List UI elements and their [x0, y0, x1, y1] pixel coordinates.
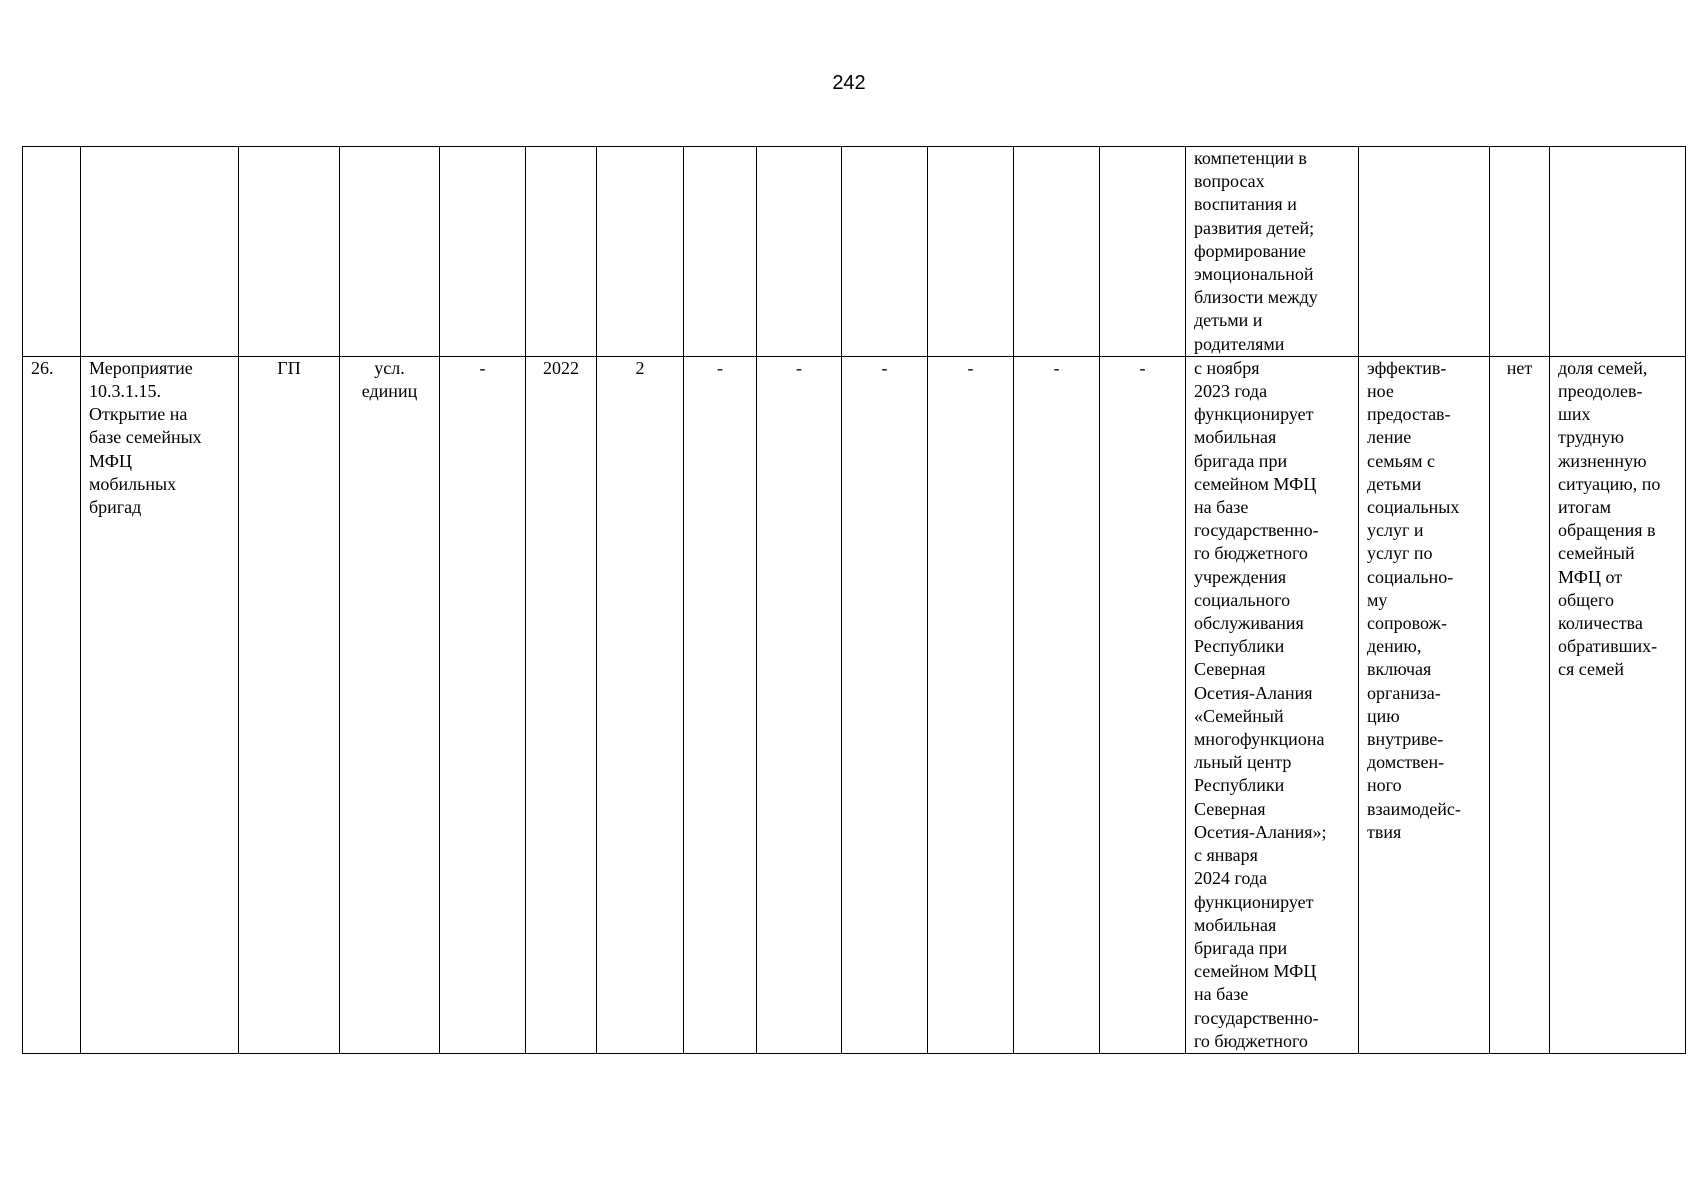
cell-type: ГП — [239, 356, 340, 1053]
cell-value-6: - — [1014, 356, 1100, 1053]
cell-base-value: - — [440, 356, 526, 1053]
cell-value-5 — [928, 147, 1014, 357]
page-number: 242 — [832, 72, 866, 94]
cell-number — [23, 147, 81, 357]
cell-value-1 — [597, 147, 684, 357]
cell-value-2: - — [684, 356, 757, 1053]
cell-base-year: 2022 — [526, 356, 597, 1053]
cell-value-3 — [757, 147, 842, 357]
cell-unit: усл. единиц — [340, 356, 440, 1053]
cell-flag — [1490, 147, 1550, 357]
cell-indicator: доля семей, преодолев- ших трудную жизненную ситуацию, по итогам обращения в семейный МФЦ от общего количества обративших- ся семей — [1550, 356, 1686, 1053]
cell-name — [81, 147, 239, 357]
cell-unit — [340, 147, 440, 357]
cell-value-2 — [684, 147, 757, 357]
cell-value-7: - — [1100, 356, 1186, 1053]
cell-value-6 — [1014, 147, 1100, 357]
cell-name: Мероприятие 10.3.1.15. Открытие на базе семейных МФЦ мобильных бригад — [81, 356, 239, 1053]
cell-result: эффектив- ное предостав- ление семьям с детьми социальных услуг и услуг по социально- му сопровож- дению, включая организа- цию внутриве- домствен- ного взаимодейс- твия — [1359, 356, 1490, 1053]
measures-table — [22, 146, 1686, 1054]
cell-description: компетенции в вопросах воспитания и развития детей; формирование эмоциональной близости между детьми и родителями — [1186, 147, 1359, 357]
cell-value-1: 2 — [597, 356, 684, 1053]
table-row — [23, 356, 1686, 1053]
cell-value-4: - — [842, 356, 928, 1053]
cell-value-7 — [1100, 147, 1186, 357]
cell-flag: нет — [1490, 356, 1550, 1053]
cell-value-5: - — [928, 356, 1014, 1053]
cell-value-4 — [842, 147, 928, 357]
cell-description: с ноября 2023 года функционирует мобильная бригада при семейном МФЦ на базе государственно- го бюджетного учреждения социального обслуживания Республики Северная Осетия-Алания «Семейный многофункциона льный центр Республики Северная Осетия-Алания»; с января 2024 года функционирует мобильная бригада при семейном МФЦ на базе государственно- го бюджетного — [1186, 356, 1359, 1053]
cell-base-value — [440, 147, 526, 357]
cell-type — [239, 147, 340, 357]
cell-value-3: - — [757, 356, 842, 1053]
table-row — [23, 147, 1686, 357]
cell-result — [1359, 147, 1490, 357]
cell-base-year — [526, 147, 597, 357]
cell-number: 26. — [23, 356, 81, 1053]
cell-indicator — [1550, 147, 1686, 357]
